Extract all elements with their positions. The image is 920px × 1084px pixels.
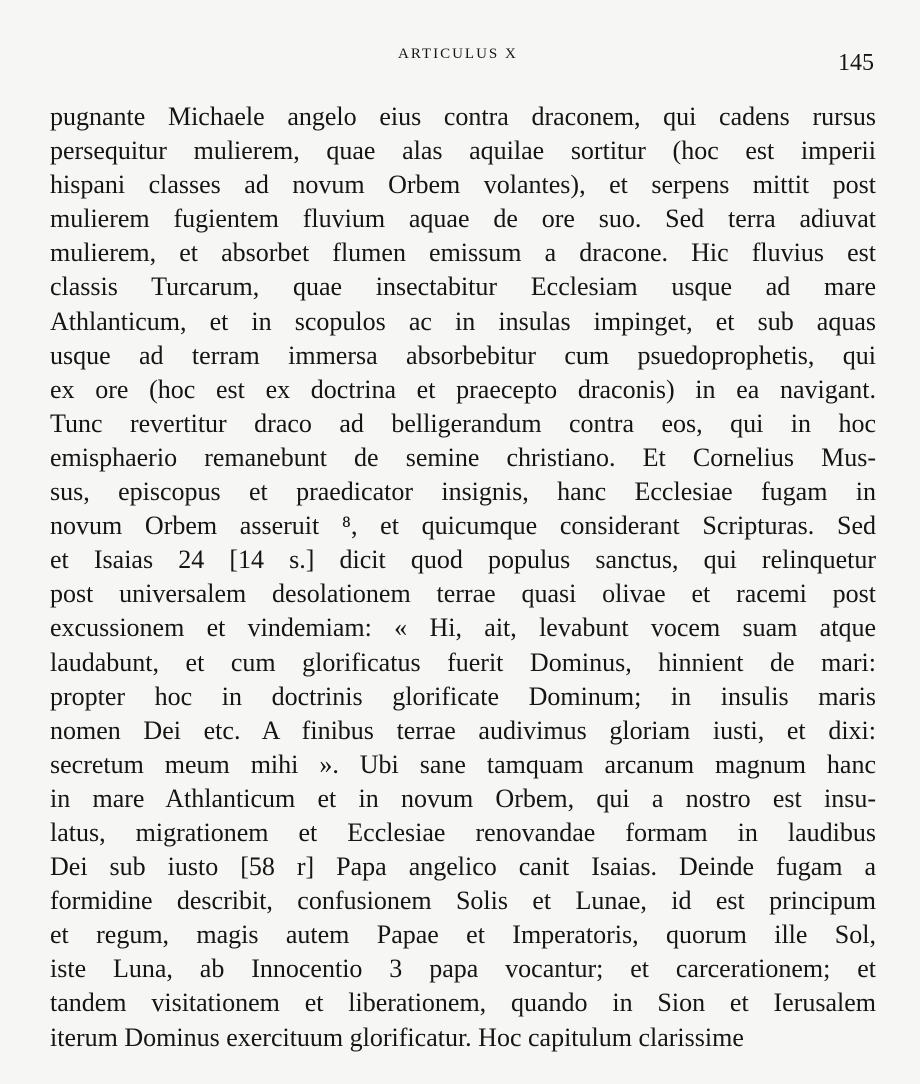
- text-line: in mare Athlanticum et in novum Orbem, qui a nostro est insu-: [50, 783, 876, 813]
- text-line: et regum, magis autem Papae et Imperatoris, quorum ille Sol,: [50, 920, 876, 950]
- text-line: sus, episcopus et praedicator insignis, hanc Ecclesiae fugam in: [50, 477, 876, 507]
- text-line: ex ore (hoc est ex doctrina et praecepto draconis) in ea navigant.: [50, 374, 876, 404]
- text-line: latus, migrationem et Ecclesiae renovandae formam in laudibus: [50, 817, 876, 847]
- text-line: persequitur mulierem, quae alas aquilae sortitur (hoc est imperii: [50, 136, 876, 166]
- text-line: Tunc revertitur draco ad belligerandum contra eos, qui in hoc: [50, 408, 876, 438]
- text-line: et Isaias 24 [14 s.] dicit quod populus sanctus, qui relinquetur: [50, 545, 876, 575]
- text-line: usque ad terram immersa absorbebitur cum psuedoprophetis, qui: [50, 340, 876, 370]
- page-number: 145: [838, 50, 874, 76]
- text-line: laudabunt, et cum glorificatus fuerit Dominus, hinnient de mari:: [50, 647, 876, 677]
- text-line: tandem visitationem et liberationem, quando in Sion et Ierusalem: [50, 988, 876, 1018]
- text-line: propter hoc in doctrinis glorificate Dominum; in insulis maris: [50, 681, 876, 711]
- running-head: [0, 46, 920, 76]
- text-line: pugnante Michaele angelo eius contra draconem, qui cadens rursus: [50, 102, 876, 131]
- text-line: iterum Dominus exercituum glorificatur. Hoc capitulum clarissime: [50, 1022, 744, 1052]
- text-line: emisphaerio remanebunt de semine christiano. Et Cornelius Mus-: [50, 442, 876, 472]
- text-line: nomen Dei etc. A finibus terrae audivimus gloriam iusti, et dixi:: [50, 715, 876, 745]
- body-text: [50, 100, 876, 1055]
- text-line: novum Orbem asseruit ⁸, et quicumque considerant Scripturas. Sed: [50, 511, 876, 541]
- text-line: mulierem, et absorbet flumen emissum a dracone. Hic fluvius est: [50, 238, 876, 268]
- text-line: secretum meum mihi ». Ubi sane tamquam arcanum magnum hanc: [50, 749, 876, 779]
- text-line: formidine describit, confusionem Solis et Lunae, id est principum: [50, 886, 876, 916]
- text-line: mulierem fugientem fluvium aquae de ore suo. Sed terra adiuvat: [50, 204, 876, 234]
- text-line: Athlanticum, et in scopulos ac in insulas impinget, et sub aquas: [50, 306, 876, 336]
- text-line: hispani classes ad novum Orbem volantes), et serpens mittit post: [50, 170, 876, 200]
- text-line: iste Luna, ab Innocentio 3 papa vocantur; et carcerationem; et: [50, 954, 876, 984]
- text-line: excussionem et vindemiam: « Hi, ait, levabunt vocem suam atque: [50, 613, 876, 643]
- text-line: post universalem desolationem terrae quasi olivae et racemi post: [50, 579, 876, 609]
- text-line: Dei sub iusto [58 r] Papa angelico canit Isaias. Deinde fugam a: [50, 852, 876, 882]
- text-line: classis Turcarum, quae insectabitur Ecclesiam usque ad mare: [50, 272, 876, 302]
- section-title: ARTICULUS X: [398, 46, 518, 62]
